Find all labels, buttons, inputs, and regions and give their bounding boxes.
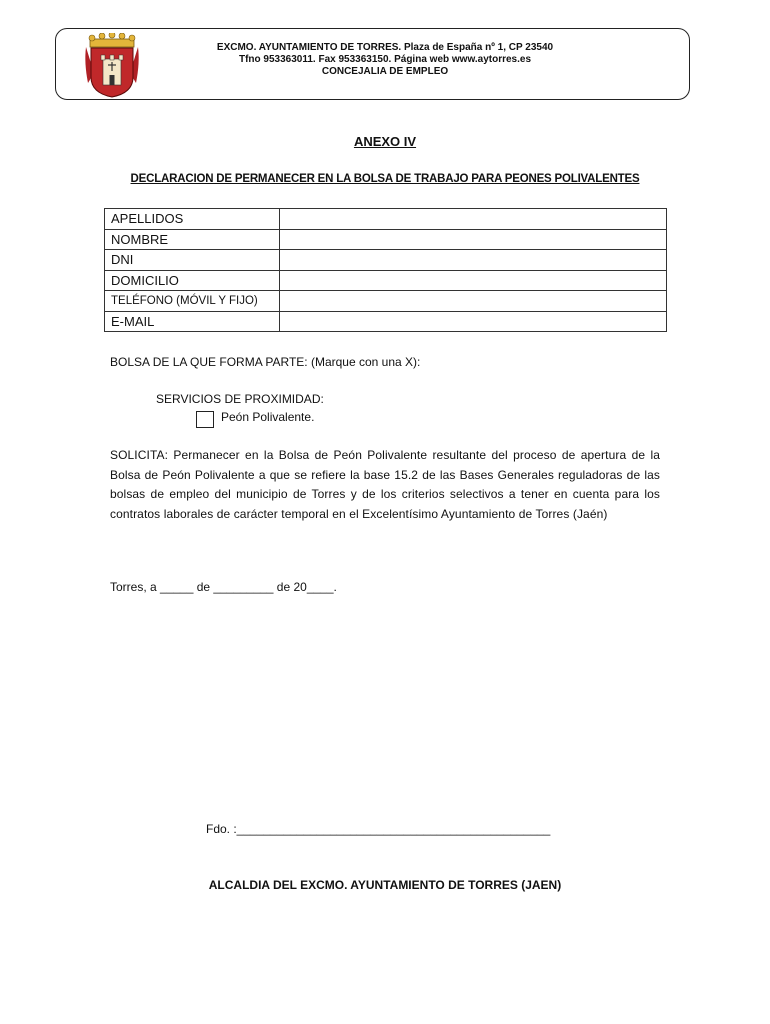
personal-data-table [104,208,667,332]
bolsa-category: SERVICIOS DE PROXIMIDAD: [156,392,324,406]
letterhead-text [150,42,620,78]
field-label-telefono: TELÉFONO (MÓVIL Y FIJO) [105,291,280,312]
document-subtitle: DECLARACION DE PERMANECER EN LA BOLSA DE TRABAJO PARA PEONES POLIVALENTES [130,173,640,185]
letterhead-line-contact: Tfno 953363011. Fax 953363150. Página web www.aytorres.es [238,54,532,65]
letterhead-line-address: EXCMO. AYUNTAMIENTO DE TORRES. Plaza de España nº 1, CP 23540 [216,42,554,53]
bolsa-intro: BOLSA DE LA QUE FORMA PARTE: (Marque con una X): [110,355,421,369]
footer-authority: ALCALDIA DEL EXCMO. AYUNTAMIENTO DE TORRES (JAEN) [208,878,562,892]
field-label-email: E-MAIL [105,311,280,332]
peon-polivalente-label: Peón Polivalente. [221,410,315,424]
table-row [105,250,667,271]
field-input-email[interactable] [280,311,667,332]
coat-of-arms-icon [84,33,140,99]
field-label-domicilio: DOMICILIO [105,270,280,291]
document-title: ANEXO IV [353,134,417,149]
field-input-nombre[interactable] [280,229,667,250]
table-row [105,270,667,291]
table-row [105,209,667,230]
field-label-apellidos: APELLIDOS [105,209,280,230]
field-input-telefono[interactable] [280,291,667,312]
signature-line: Fdo. :_______________________________________________ [206,822,551,836]
table-row [105,291,667,312]
solicita-paragraph: SOLICITA: Permanecer en la Bolsa de Peón Polivalente resultante del proceso de apertura de la Bolsa de Peón Polivalente a que se refiere la base 15.2 de las Bases Generales reguladoras de las bolsas de empleo del municipio de Torres y de los criterios selectivos a tener en cuenta para los contratos laborales de carácter temporal en el Excelentísimo Ayuntamiento de Torres (Jaén) [110,448,660,521]
table-row [105,311,667,332]
table-row [105,229,667,250]
letterhead-line-department: CONCEJALIA DE EMPLEO [321,66,449,77]
field-label-dni: DNI [105,250,280,271]
field-label-nombre: NOMBRE [105,229,280,250]
field-input-dni[interactable] [280,250,667,271]
field-input-domicilio[interactable] [280,270,667,291]
field-input-apellidos[interactable] [280,209,667,230]
peon-polivalente-checkbox[interactable] [196,411,214,428]
date-line: Torres, a _____ de _________ de 20____. [110,580,337,594]
